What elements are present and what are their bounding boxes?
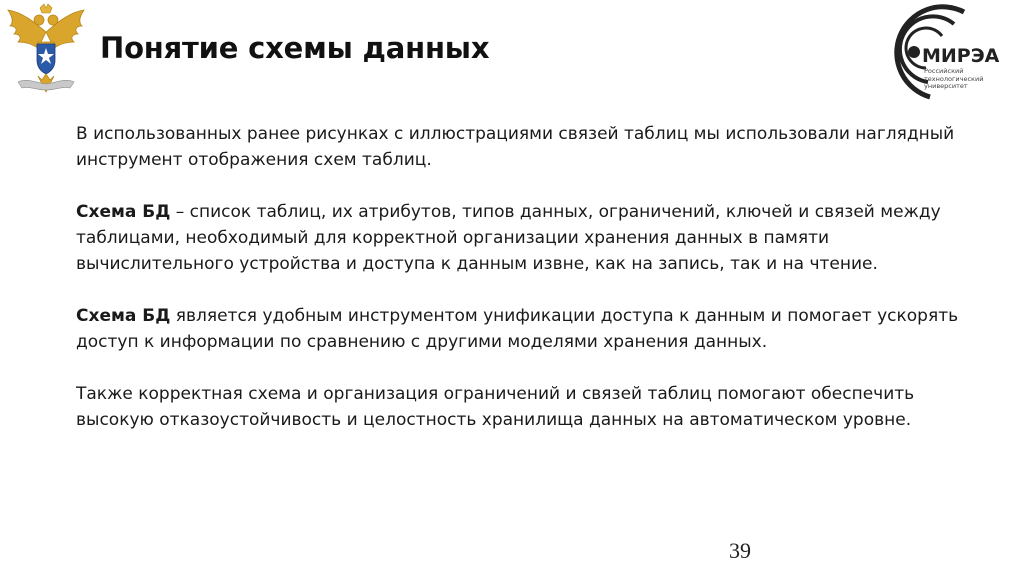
- ministry-emblem-icon: [4, 2, 88, 98]
- paragraph-text: – список таблиц, их атрибутов, типов данных, ограничений, ключей и связей между таблицами, необходимый для корректной организации хранения данных в памяти вычислительного устройства и доступа к данным извне, как на запись, так и на чтение.: [76, 202, 941, 274]
- paragraph-4: [76, 381, 976, 433]
- term-schema-db: Схема БД: [76, 306, 171, 326]
- paragraph-2: [76, 199, 976, 277]
- logo-tagline-line: университет: [924, 82, 968, 90]
- slide-body: [76, 121, 976, 459]
- logo-tagline: [924, 68, 1004, 91]
- paragraph-1: [76, 121, 976, 173]
- paragraph-3: [76, 303, 976, 355]
- paragraph-text: является удобным инструментом унификации доступа к данным и помогает ускорять доступ к информации по сравнению с другими моделями хранения данных.: [76, 306, 959, 352]
- logo-tagline-line: Российский: [924, 67, 964, 75]
- paragraph-text: В использованных ранее рисунках с иллюстрациями связей таблиц мы использовали наглядный инструмент отображения схем таблиц.: [76, 124, 955, 170]
- logo-brand-text: МИРЭА: [922, 45, 1000, 67]
- logo-tagline-line: технологический: [924, 74, 984, 83]
- page-title: Понятие схемы данных: [100, 31, 490, 65]
- page-number: 39: [729, 538, 751, 563]
- paragraph-text: Также корректная схема и организация ограничений и связей таблиц помогают обеспечить высокую отказоустойчивость и целостность хранилища данных на автоматическом уровне.: [76, 384, 915, 430]
- term-schema-db: Схема БД: [76, 202, 171, 222]
